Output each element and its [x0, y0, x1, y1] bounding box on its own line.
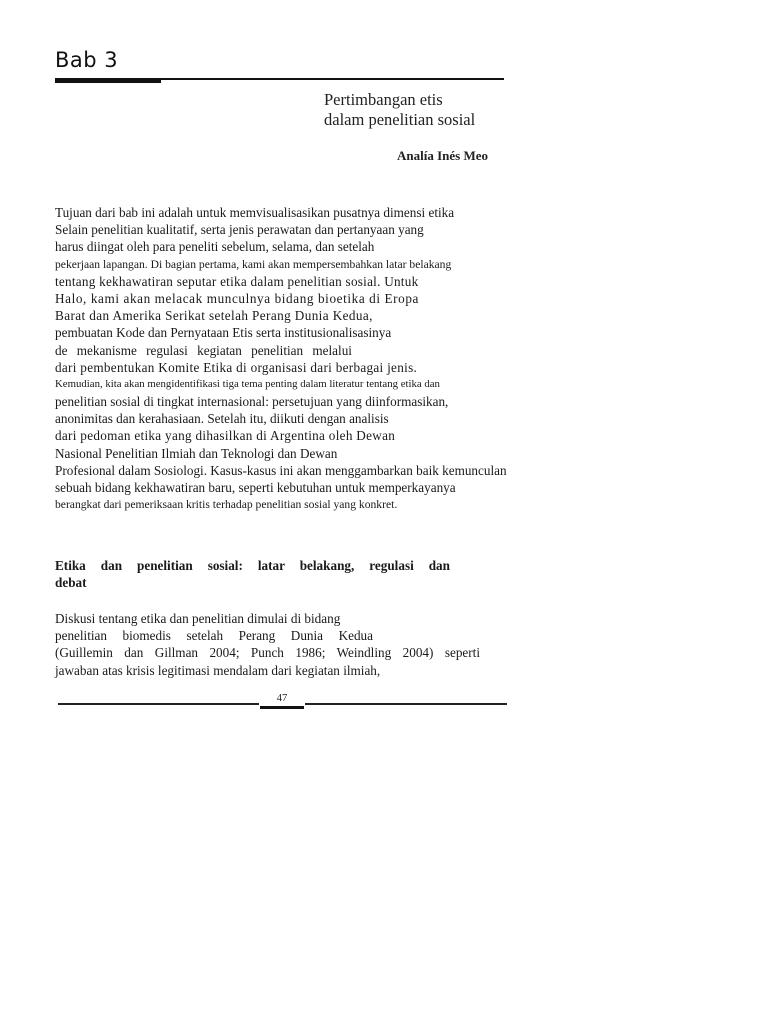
- footer-rule-right: [305, 703, 507, 705]
- author-name: Analía Inés Meo: [397, 148, 488, 163]
- text-line: anonimitas dan kerahasiaan. Setelah itu, diikuti dengan analisis: [55, 411, 389, 427]
- text-line: Barat dan Amerika Serikat setelah Perang Dunia Kedua,: [55, 308, 373, 324]
- text-line: dari pedoman etika yang dihasilkan di Argentina oleh Dewan: [55, 428, 396, 444]
- chapter-rule-thick: [55, 78, 161, 83]
- text-line: Kemudian, kita akan mengidentifikasi tiga tema penting dalam literatur tentang etika dan: [55, 377, 440, 390]
- text-line: sebuah bidang kekhawatiran baru, seperti kebutuhan untuk memperkayanya: [55, 480, 456, 495]
- text-line: Halo, kami akan melacak munculnya bidang bioetika di Eropa: [55, 290, 420, 306]
- chapter-title: [324, 90, 475, 130]
- footer-rule-left: [58, 703, 259, 705]
- chapter-rule-thin: [161, 78, 504, 80]
- text-line: dari pembentukan Komite Etika di organisasi dari berbagai jenis.: [55, 359, 418, 375]
- text-line: de mekanisme regulasi kegiatan penelitian melalui: [55, 342, 352, 358]
- text-line: pembuatan Kode dan Pernyataan Etis serta institusionalisasinya: [55, 325, 392, 341]
- text-line: Nasional Penelitian Ilmiah dan Teknologi dan Dewan: [55, 445, 338, 461]
- text-line: berangkat dari pemeriksaan kritis terhadap penelitian sosial yang konkret.: [55, 498, 398, 512]
- text-line: Tujuan dari bab ini adalah untuk memvisualisasikan pusatnya dimensi etika: [55, 205, 455, 220]
- text-line: harus diingat oleh para peneliti sebelum, selama, dan setelah: [55, 239, 375, 255]
- text-line: Profesional dalam Sosiologi. Kasus-kasus ini akan menggambarkan baik kemunculan: [55, 462, 507, 478]
- text-line: tentang kekhawatiran seputar etika dalam penelitian sosial. Untuk: [55, 273, 419, 289]
- chapter-title-line: dalam penelitian sosial: [324, 110, 476, 129]
- text-line: penelitian biomedis setelah Perang Dunia Kedua: [55, 628, 373, 644]
- text-line: pekerjaan lapangan. Di bagian pertama, kami akan mempersembahkan latar belakang: [55, 257, 452, 271]
- text-line: Selain penelitian kualitatif, serta jenis perawatan dan pertanyaan yang: [55, 222, 424, 238]
- chapter-label: Bab 3: [55, 48, 119, 72]
- text-line: jawaban atas krisis legitimasi mendalam dari kegiatan ilmiah,: [55, 662, 381, 678]
- page-number-bar: [260, 706, 304, 709]
- text-line: penelitian sosial di tingkat internasional: persetujuan yang diinformasikan,: [55, 394, 449, 410]
- text-line: Diskusi tentang etika dan penelitian dimulai di bidang: [55, 611, 341, 626]
- heading-line: Etika dan penelitian sosial: latar belakang, regulasi dan: [55, 558, 450, 573]
- page-number: 47: [276, 693, 288, 704]
- section-paragraph: [55, 610, 480, 679]
- chapter-title-line: Pertimbangan etis: [324, 90, 443, 109]
- intro-paragraph: [55, 204, 560, 513]
- text-line: (Guillemin dan Gillman 2004; Punch 1986; Weindling 2004) seperti: [55, 645, 480, 661]
- heading-line: debat: [55, 575, 87, 590]
- section-heading: [55, 557, 450, 591]
